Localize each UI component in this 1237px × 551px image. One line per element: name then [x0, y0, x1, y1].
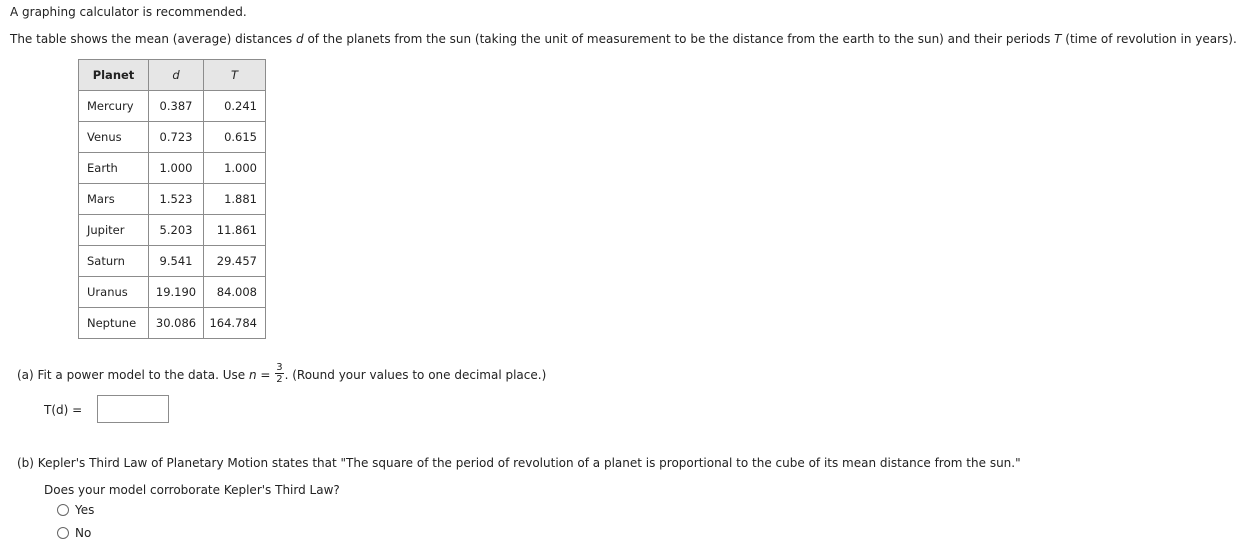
cell-T: 0.241 — [204, 91, 266, 122]
cell-d: 30.086 — [149, 308, 204, 339]
option-no-label: No — [75, 526, 92, 540]
cell-T: 11.861 — [204, 215, 266, 246]
cell-planet: Mercury — [79, 91, 149, 122]
table-row — [79, 184, 266, 215]
intro-text-part: The table shows the mean (average) distances — [10, 32, 296, 46]
equals-sign: = — [256, 368, 275, 382]
cell-d: 19.190 — [149, 277, 204, 308]
cell-d: 1.523 — [149, 184, 204, 215]
cell-planet: Neptune — [79, 308, 149, 339]
table-row — [79, 246, 266, 277]
fraction-three-halves — [275, 362, 283, 385]
intro-text-part: (time of revolution in years). — [1061, 32, 1237, 46]
cell-planet: Jupiter — [79, 215, 149, 246]
cell-d: 0.387 — [149, 91, 204, 122]
table-row — [79, 308, 266, 339]
header-T: T — [204, 60, 266, 91]
cell-T: 0.615 — [204, 122, 266, 153]
recommendation-text: A graphing calculator is recommended. — [10, 5, 247, 19]
cell-d: 0.723 — [149, 122, 204, 153]
cell-T: 164.784 — [204, 308, 266, 339]
option-no[interactable] — [57, 526, 91, 540]
part-b-statement: (b) Kepler's Third Law of Planetary Motion states that "The square of the period of revolution of a planet is proportional to the cube of its mean distance from the sun." — [17, 456, 1021, 470]
cell-d: 9.541 — [149, 246, 204, 277]
var-T: T — [1054, 32, 1062, 46]
cell-T: 29.457 — [204, 246, 266, 277]
table-row — [79, 215, 266, 246]
cell-planet: Mars — [79, 184, 149, 215]
intro-text — [10, 32, 1237, 46]
answer-label: T(d) = — [44, 403, 83, 417]
part-a-prompt — [17, 364, 546, 387]
table-row — [79, 153, 266, 184]
option-yes-label: Yes — [75, 503, 95, 517]
answer-input[interactable] — [97, 395, 169, 423]
table-row — [79, 277, 266, 308]
radio-button-yes[interactable] — [57, 504, 69, 516]
part-a-prefix: (a) Fit a power model to the data. Use — [17, 368, 249, 382]
cell-T: 1.881 — [204, 184, 266, 215]
cell-d: 5.203 — [149, 215, 204, 246]
cell-d: 1.000 — [149, 153, 204, 184]
intro-text-part: of the planets from the sun (taking the unit of measurement to be the distance from the earth to the sun) and their periods — [303, 32, 1055, 46]
cell-T: 1.000 — [204, 153, 266, 184]
option-yes[interactable] — [57, 503, 94, 517]
fraction-denominator: 2 — [276, 374, 283, 385]
part-b-question: Does your model corroborate Kepler's Third Law? — [44, 483, 340, 497]
cell-planet: Uranus — [79, 277, 149, 308]
planet-table — [78, 59, 266, 339]
table-row — [79, 91, 266, 122]
cell-planet: Saturn — [79, 246, 149, 277]
cell-T: 84.008 — [204, 277, 266, 308]
fraction-numerator: 3 — [276, 362, 283, 373]
var-d: d — [296, 32, 304, 46]
cell-planet: Venus — [79, 122, 149, 153]
part-a-suffix: . (Round your values to one decimal place.) — [284, 368, 547, 382]
header-planet: Planet — [79, 60, 149, 91]
radio-button-no[interactable] — [57, 527, 69, 539]
table-header-row — [79, 60, 266, 91]
header-d: d — [149, 60, 204, 91]
var-n: n — [248, 368, 257, 382]
table-row — [79, 122, 266, 153]
cell-planet: Earth — [79, 153, 149, 184]
